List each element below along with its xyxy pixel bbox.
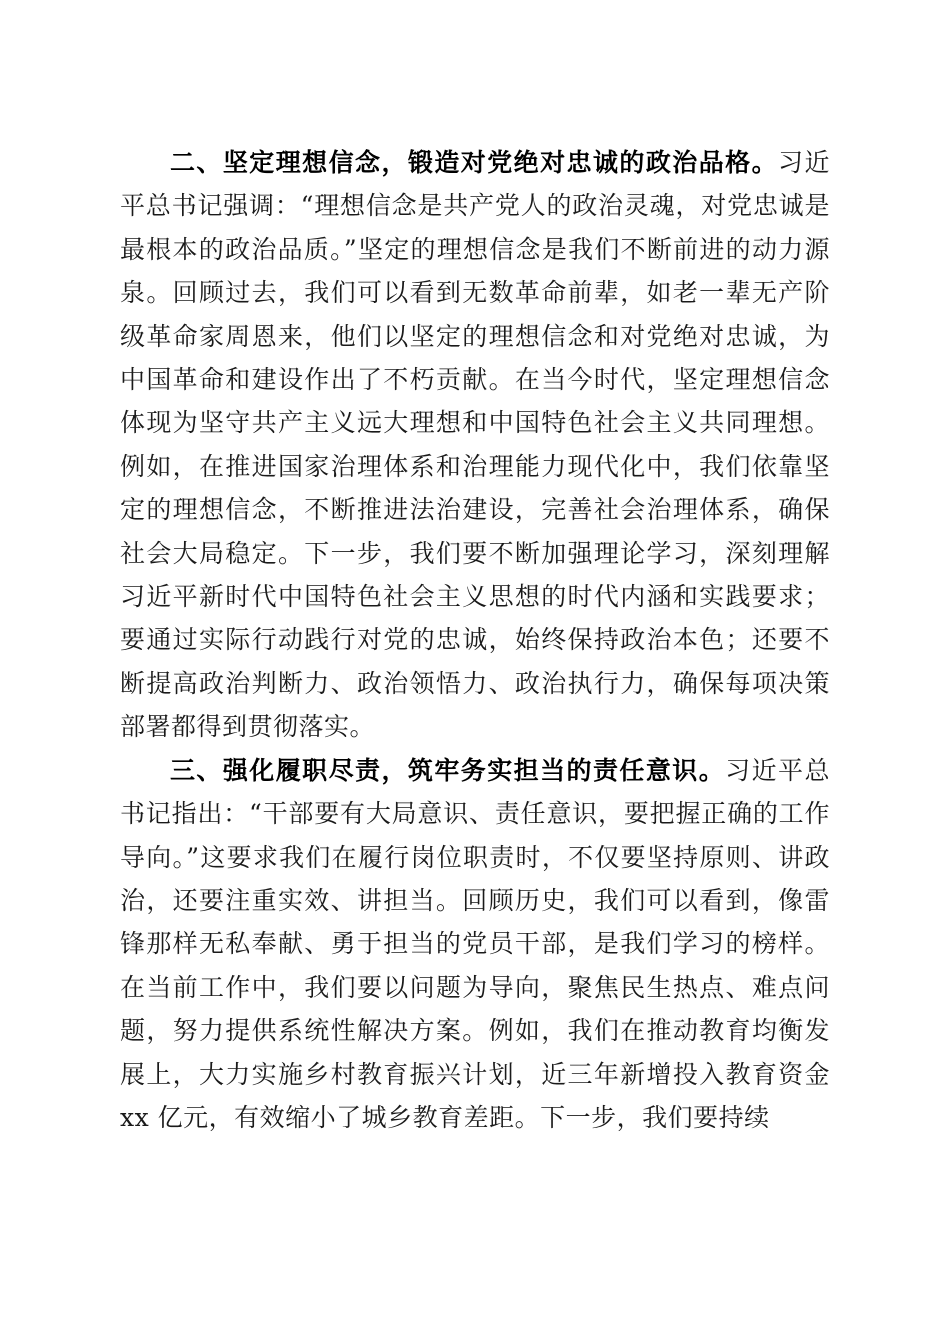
section-two-body: 习近平总书记强调：“理想信念是共产党人的政治灵魂，对党忠诚是最根本的政治品质。”坚定的理想信念是我们不断前进的动力源泉。回顾过去，我们可以看到无数革命前辈，如老一辈无产阶级革命家周恩来，他们以坚定的理想信念和对党绝对忠诚，为中国革命和建设作出了不朽贡献。在当今时代，坚定理想信念体现为坚守共产主义远大理想和中国特色社会主义共同理想。例如，在推进国家治理体系和治理能力现代化中，我们依靠坚定的理想信念，不断推进法治建设，完善社会治理体系，确保社会大局稳定。下一步，我们要不断加强理论学习，深刻理解习近平新时代中国特色社会主义思想的时代内涵和实践要求；要通过实际行动践行对党的忠诚，始终保持政治本色；还要不断提高政治判断力、政治领悟力、政治执行力，确保每项决策部署都得到贯彻落实。 <box>120 148 830 742</box>
section-three-body: 习近平总书记指出：“干部要有大局意识、责任意识，要把握正确的工作导向。”这要求我们在履行岗位职责时，不仅要坚持原则、讲政治，还要注重实效、讲担当。回顾历史，我们可以看到，像雷锋那样无私奉献、勇于担当的党员干部，是我们学习的榜样。在当前工作中，我们要以问题为导向，聚焦民生热点、难点问题，努力提供系统性解决方案。例如，我们在推动教育均衡发展上，大力实施乡村教育振兴计划，近三年新增投入教育资金 xx 亿元，有效缩小了城乡教育差距。下一步，我们要持续 <box>120 755 830 1132</box>
section-two-heading: 二、坚定理想信念，锻造对党绝对忠诚的政治品格。 <box>170 148 779 177</box>
section-three-heading: 三、强化履职尽责，筑牢务实担当的责任意识。 <box>170 755 726 785</box>
paragraph-section-three <box>120 749 830 1140</box>
paragraph-section-two <box>120 141 830 749</box>
document-body <box>120 141 830 1139</box>
